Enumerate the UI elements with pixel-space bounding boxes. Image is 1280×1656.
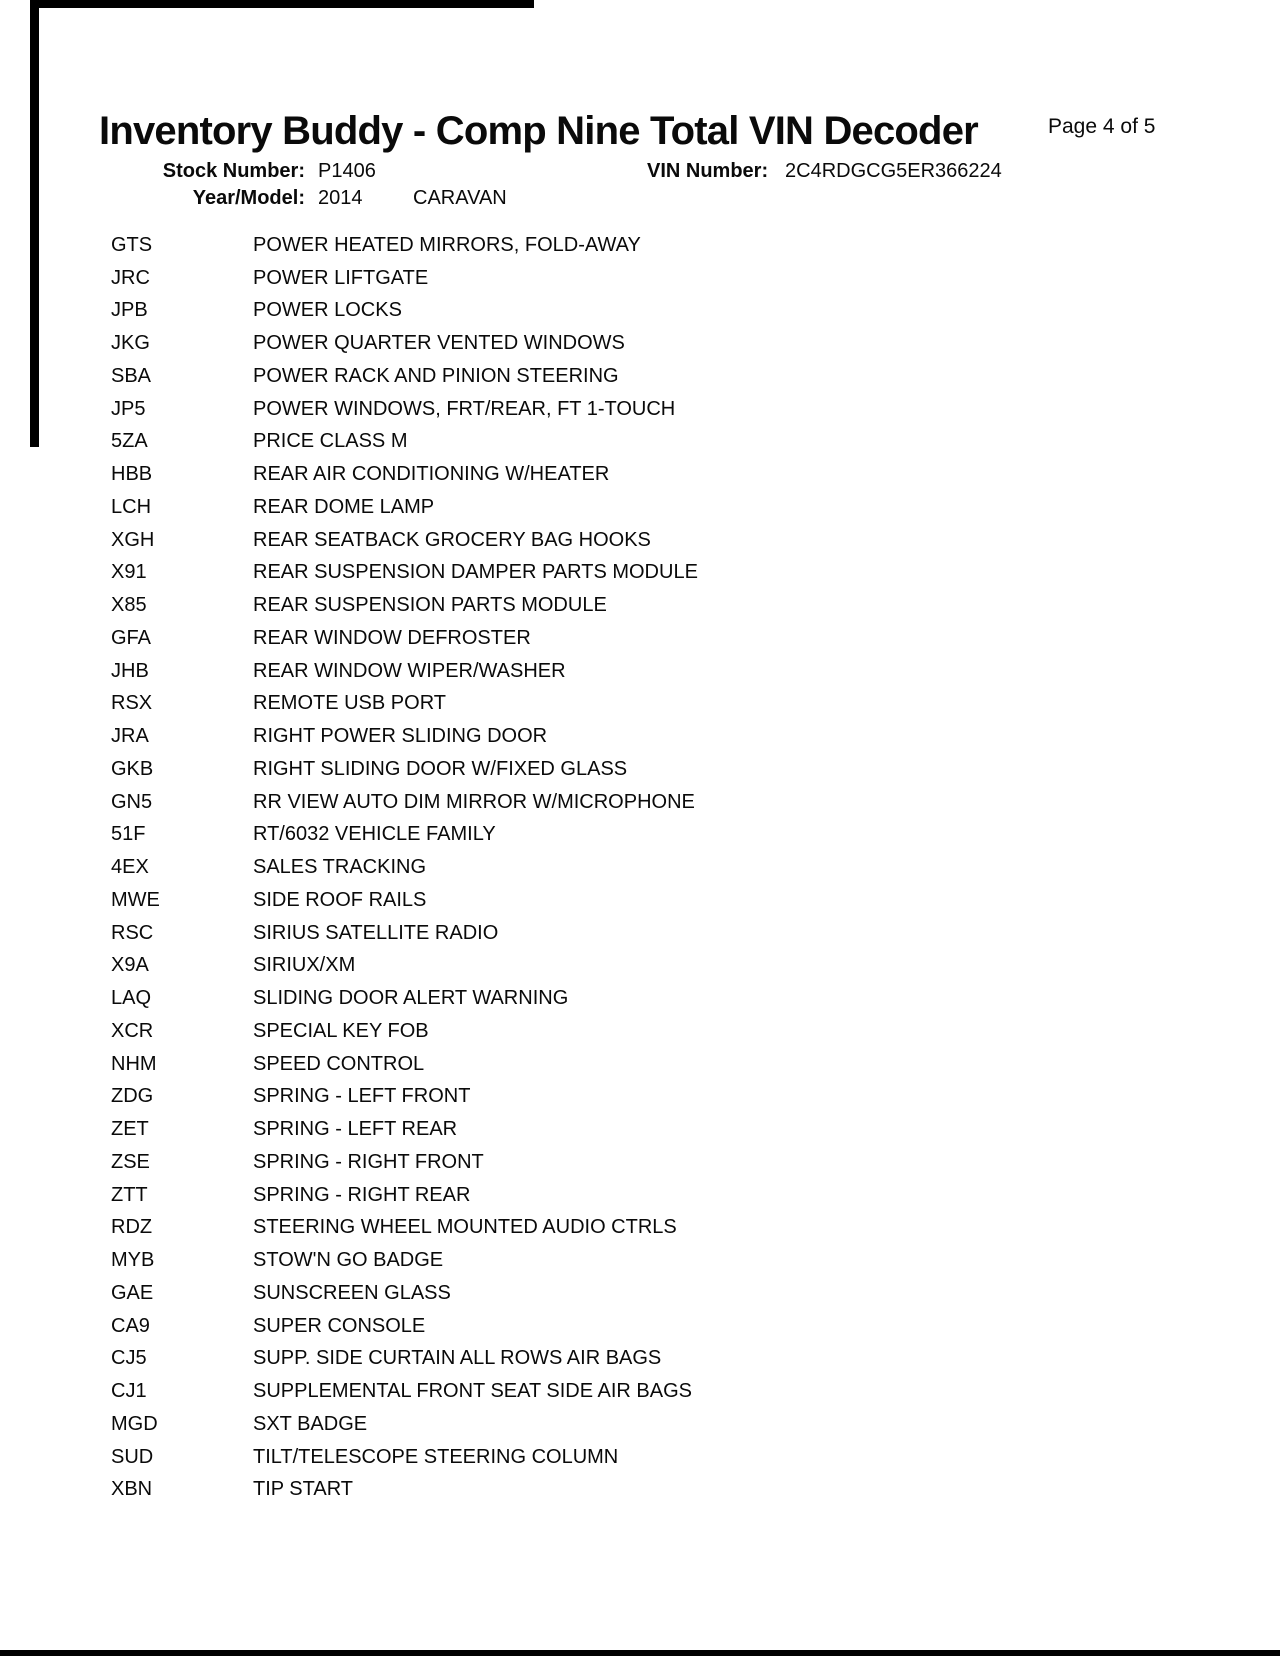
option-code: CJ5 [111,1347,147,1370]
option-description: SUPPLEMENTAL FRONT SEAT SIDE AIR BAGS [253,1380,693,1403]
option-description: SUPER CONSOLE [253,1314,426,1337]
option-code: ZSE [111,1150,150,1173]
option-code: SUD [111,1445,154,1468]
option-code: GTS [111,233,153,256]
option-description: POWER LOCKS [253,299,402,322]
option-row [111,1113,1191,1146]
option-description: TILT/TELESCOPE STEERING COLUMN [253,1445,619,1468]
option-row [111,229,1191,262]
option-row [111,360,1191,393]
option-row [111,557,1191,590]
option-code: GN5 [111,790,153,813]
option-row [111,950,1191,983]
year-value: 2014 [318,187,363,209]
option-description: SPRING - LEFT FRONT [253,1085,471,1108]
option-code: LCH [111,495,152,518]
option-row [111,1146,1191,1179]
option-row [111,655,1191,688]
option-description: REAR WINDOW WIPER/WASHER [253,659,566,682]
option-row [111,884,1191,917]
option-row [111,327,1191,360]
option-code: MWE [111,888,160,911]
option-description: POWER QUARTER VENTED WINDOWS [253,332,625,355]
page-indicator: Page 4 of 5 [1048,115,1156,138]
option-code: 51F [111,823,146,846]
option-code: MYB [111,1249,155,1272]
option-row [111,1441,1191,1474]
option-description: POWER HEATED MIRRORS, FOLD-AWAY [253,233,641,256]
option-row [111,1048,1191,1081]
option-row [111,1179,1191,1212]
option-row [111,1408,1191,1441]
option-code: JHB [111,659,149,682]
option-description: REAR AIR CONDITIONING W/HEATER [253,463,610,486]
option-code: RDZ [111,1216,153,1239]
option-description: PRICE CLASS M [253,430,408,453]
scan-artifact-bottom-line [0,1650,1280,1656]
option-description: RIGHT SLIDING DOOR W/FIXED GLASS [253,757,628,780]
option-row [111,1310,1191,1343]
option-row [111,982,1191,1015]
option-code: GFA [111,626,152,649]
option-row [111,458,1191,491]
option-code: XCR [111,1019,154,1042]
option-row [111,491,1191,524]
option-row [111,426,1191,459]
option-code: JPB [111,299,148,322]
option-code: 4EX [111,856,149,879]
option-code: X91 [111,561,147,584]
option-description: STOW'N GO BADGE [253,1249,444,1272]
option-row [111,1212,1191,1245]
option-code: X85 [111,594,147,617]
document-title: Inventory Buddy - Comp Nine Total VIN Decoder [99,109,978,153]
option-code: CA9 [111,1314,150,1337]
year-model-label: Year/Model: [192,187,305,209]
option-description: REAR DOME LAMP [253,495,435,518]
option-description: SUNSCREEN GLASS [253,1281,451,1304]
option-description: RIGHT POWER SLIDING DOOR [253,725,548,748]
option-code: ZTT [111,1183,148,1206]
option-row [111,1277,1191,1310]
option-code: MGD [111,1412,158,1435]
option-row [111,688,1191,721]
option-row [111,622,1191,655]
option-row [111,295,1191,328]
option-description: SPRING - LEFT REAR [253,1118,458,1141]
option-code: CJ1 [111,1380,147,1403]
option-description: REAR WINDOW DEFROSTER [253,626,531,649]
option-description: SIRIUX/XM [253,954,356,977]
option-row [111,524,1191,557]
option-description: STEERING WHEEL MOUNTED AUDIO CTRLS [253,1216,677,1239]
option-description: SPECIAL KEY FOB [253,1019,429,1042]
option-description: REAR SUSPENSION PARTS MODULE [253,594,607,617]
option-description: POWER RACK AND PINION STEERING [253,364,619,387]
option-description: SPEED CONTROL [253,1052,425,1075]
option-description: POWER LIFTGATE [253,266,429,289]
option-description: SUPP. SIDE CURTAIN ALL ROWS AIR BAGS [253,1347,662,1370]
option-row [111,720,1191,753]
stock-number-value: P1406 [318,160,376,182]
option-row [111,1244,1191,1277]
option-description: SPRING - RIGHT FRONT [253,1150,484,1173]
option-code: JRC [111,266,150,289]
option-row [111,1081,1191,1114]
option-description: SIDE ROOF RAILS [253,888,427,911]
option-code: GAE [111,1281,154,1304]
option-code: RSX [111,692,153,715]
option-code: XBN [111,1478,153,1501]
option-code: NHM [111,1052,157,1075]
vin-number-label: VIN Number: [647,160,769,182]
option-description: SPRING - RIGHT REAR [253,1183,471,1206]
option-code: JP5 [111,397,146,420]
option-row [111,1375,1191,1408]
option-row [111,851,1191,884]
option-code: ZDG [111,1085,154,1108]
option-row [111,1343,1191,1376]
option-row [111,1474,1191,1507]
option-description: REAR SUSPENSION DAMPER PARTS MODULE [253,561,698,584]
option-description: POWER WINDOWS, FRT/REAR, FT 1-TOUCH [253,397,676,420]
option-description: REMOTE USB PORT [253,692,446,715]
stock-number-label: Stock Number: [162,160,305,182]
scan-artifact-top-bar [33,0,534,8]
option-code: LAQ [111,987,152,1010]
option-row [111,589,1191,622]
option-row [111,786,1191,819]
option-description: SIRIUS SATELLITE RADIO [253,921,499,944]
option-code: X9A [111,954,149,977]
options-list [111,229,1191,1506]
option-row [111,393,1191,426]
option-row [111,819,1191,852]
option-code: GKB [111,757,154,780]
model-value: CARAVAN [413,187,507,209]
option-code: SBA [111,364,152,387]
option-row [111,262,1191,295]
option-description: SLIDING DOOR ALERT WARNING [253,987,569,1010]
option-code: HBB [111,463,153,486]
option-code: ZET [111,1118,149,1141]
option-row [111,1015,1191,1048]
option-description: REAR SEATBACK GROCERY BAG HOOKS [253,528,651,551]
option-code: JKG [111,332,150,355]
option-row [111,917,1191,950]
option-code: RSC [111,921,154,944]
option-description: RT/6032 VEHICLE FAMILY [253,823,496,846]
scan-artifact-left-bar [30,0,39,447]
option-description: RR VIEW AUTO DIM MIRROR W/MICROPHONE [253,790,695,813]
option-description: SALES TRACKING [253,856,427,879]
option-code: XGH [111,528,155,551]
option-row [111,753,1191,786]
vin-number-value: 2C4RDGCG5ER366224 [785,160,1002,182]
option-code: JRA [111,725,149,748]
option-description: TIP START [253,1478,354,1501]
option-code: 5ZA [111,430,148,453]
option-description: SXT BADGE [253,1412,368,1435]
